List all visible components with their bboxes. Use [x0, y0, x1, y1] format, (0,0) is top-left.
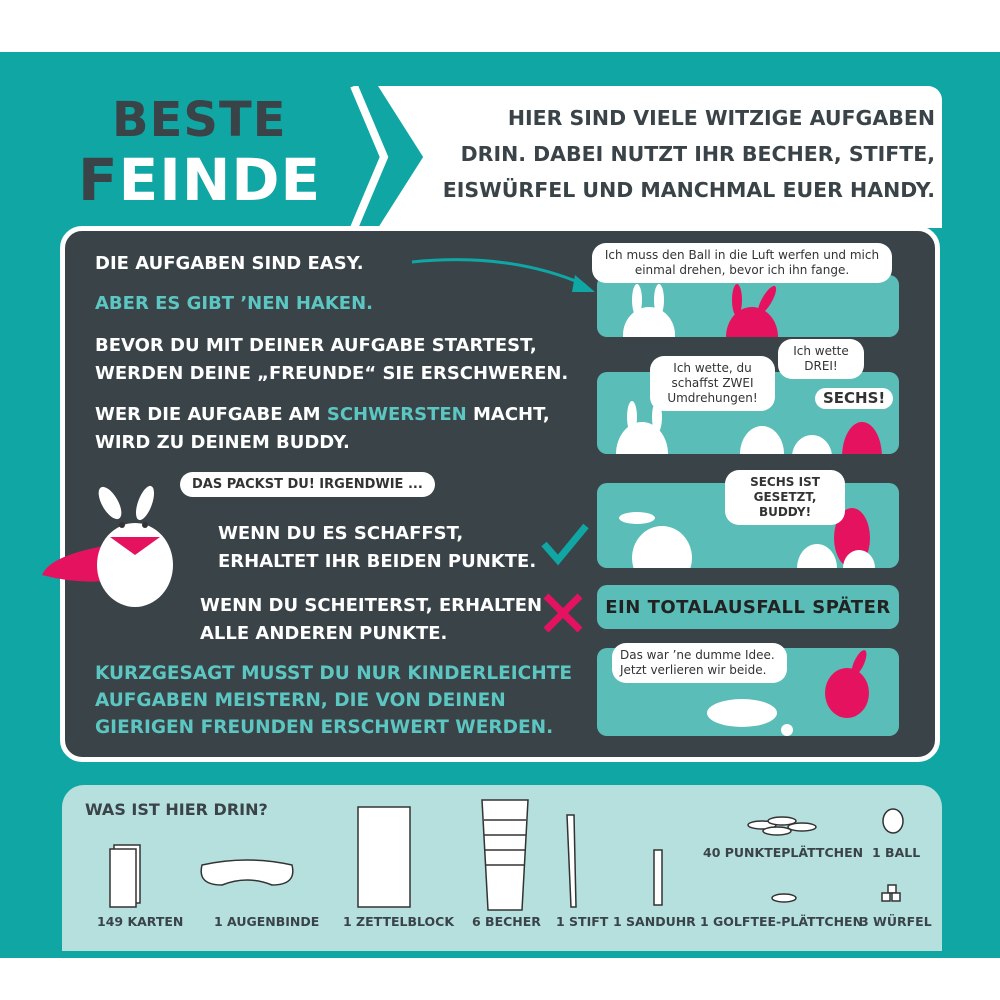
tokens-icon	[748, 817, 816, 835]
fail-a: WENN DU SCHEITERST, ERHALTEN	[200, 595, 543, 616]
item-punkteplaettchen: 40 PUNKTEPLÄTTCHEN	[703, 845, 864, 860]
header-line: DRIN. DABEI NUTZT IHR BECHER, STIFTE,	[460, 142, 935, 166]
ball-icon	[883, 809, 903, 833]
bunnies-illustration	[597, 275, 899, 337]
text: WER DIE AUFGABE AM	[95, 404, 327, 425]
hero-bunny-illustration	[40, 485, 215, 615]
cross-icon	[542, 592, 584, 634]
comic-bubble-3: SECHS IST GESETZT, BUDDY!	[725, 470, 845, 525]
blindfold-icon	[201, 860, 293, 885]
item-ball: 1 BALL	[872, 845, 921, 860]
pen-icon	[567, 815, 576, 907]
highlight: SCHWERSTEN	[326, 404, 467, 425]
title-f: F	[78, 146, 119, 214]
rule-buddy-b: WIRD ZU DEINEM BUDDY.	[95, 432, 350, 453]
checkmark-icon	[540, 522, 590, 567]
item-becher: 6 BECHER	[472, 914, 541, 929]
arrow-icon	[410, 250, 600, 295]
title-beste: BESTE	[112, 92, 287, 148]
fail-b: ALLE ANDEREN PUNKTE.	[200, 623, 448, 644]
golftee-token-icon	[772, 894, 796, 902]
contents-heading: WAS IST HIER DRIN?	[85, 800, 268, 819]
item-golftee: 1 GOLFTEE-PLÄTTCHEN	[700, 914, 864, 929]
header-text	[400, 100, 935, 208]
header-line: EISWÜRFEL UND MANCHMAL EUER HANDY.	[442, 178, 935, 202]
hourglass-icon	[654, 850, 662, 905]
hero-bubble: DAS PACKST DU! IRGENDWIE ...	[180, 472, 435, 497]
item-wuerfel: 3 WÜRFEL	[860, 914, 932, 929]
rule-start-a: BEVOR DU MIT DEINER AUFGABE STARTEST,	[95, 335, 537, 356]
success-a: WENN DU ES SCHAFFST,	[218, 523, 464, 544]
dice-icon	[882, 885, 900, 901]
comic-panel-1	[597, 275, 899, 337]
comic-bubble-2c: SECHS!	[815, 388, 893, 409]
summary	[95, 660, 572, 741]
rule-haken: ABER ES GIBT ’NEN HAKEN.	[95, 293, 374, 314]
rule-start-b: WERDEN DEINE „FREUNDE“ SIE ERSCHWEREN.	[95, 363, 569, 384]
summary-line: GIERIGEN FREUNDEN ERSCHWERT WERDEN.	[95, 717, 554, 738]
title-feinde	[78, 146, 321, 214]
item-stift: 1 STIFT	[556, 914, 609, 929]
comic-bubble-2a: Ich wette, du schaffst ZWEI Umdrehungen!	[650, 356, 775, 411]
comic-bubble-1: Ich muss den Ball in die Luft werfen und mich einmal drehen, bevor ich ihn fange.	[592, 243, 892, 283]
comic-bubble-2b: Ich wette DREI!	[778, 339, 864, 379]
rule-buddy-a	[95, 401, 550, 429]
chevron-icon	[350, 86, 390, 228]
rule-easy: DIE AUFGABEN SIND EASY.	[95, 253, 364, 274]
title-rest: EINDE	[118, 146, 322, 214]
summary-line: KURZGESAGT MUSST DU NUR KINDERLEICHTE	[95, 663, 572, 684]
comic-panel-4	[597, 585, 899, 629]
header-line: HIER SIND VIELE WITZIGE AUFGABEN	[507, 106, 935, 130]
item-karten: 149 KARTEN	[97, 914, 184, 929]
item-sanduhr: 1 SANDUHR	[613, 914, 696, 929]
summary-line: AUFGABEN MEISTERN, DIE VON DEINEN	[95, 690, 506, 711]
item-zettelblock: 1 ZETTELBLOCK	[343, 914, 455, 929]
cups-icon	[482, 800, 528, 910]
success-b: ERHALTET IHR BEIDEN PUNKTE.	[218, 551, 537, 572]
comic-bubble-5: Das war ’ne dumme Idee. Jetzt verlieren wir beide.	[612, 643, 787, 683]
totalausfall-text: EIN TOTALAUSFALL SPÄTER	[605, 596, 891, 618]
text: MACHT,	[466, 404, 550, 425]
item-augenbinde: 1 AUGENBINDE	[214, 914, 320, 929]
notepad-icon	[358, 807, 410, 907]
